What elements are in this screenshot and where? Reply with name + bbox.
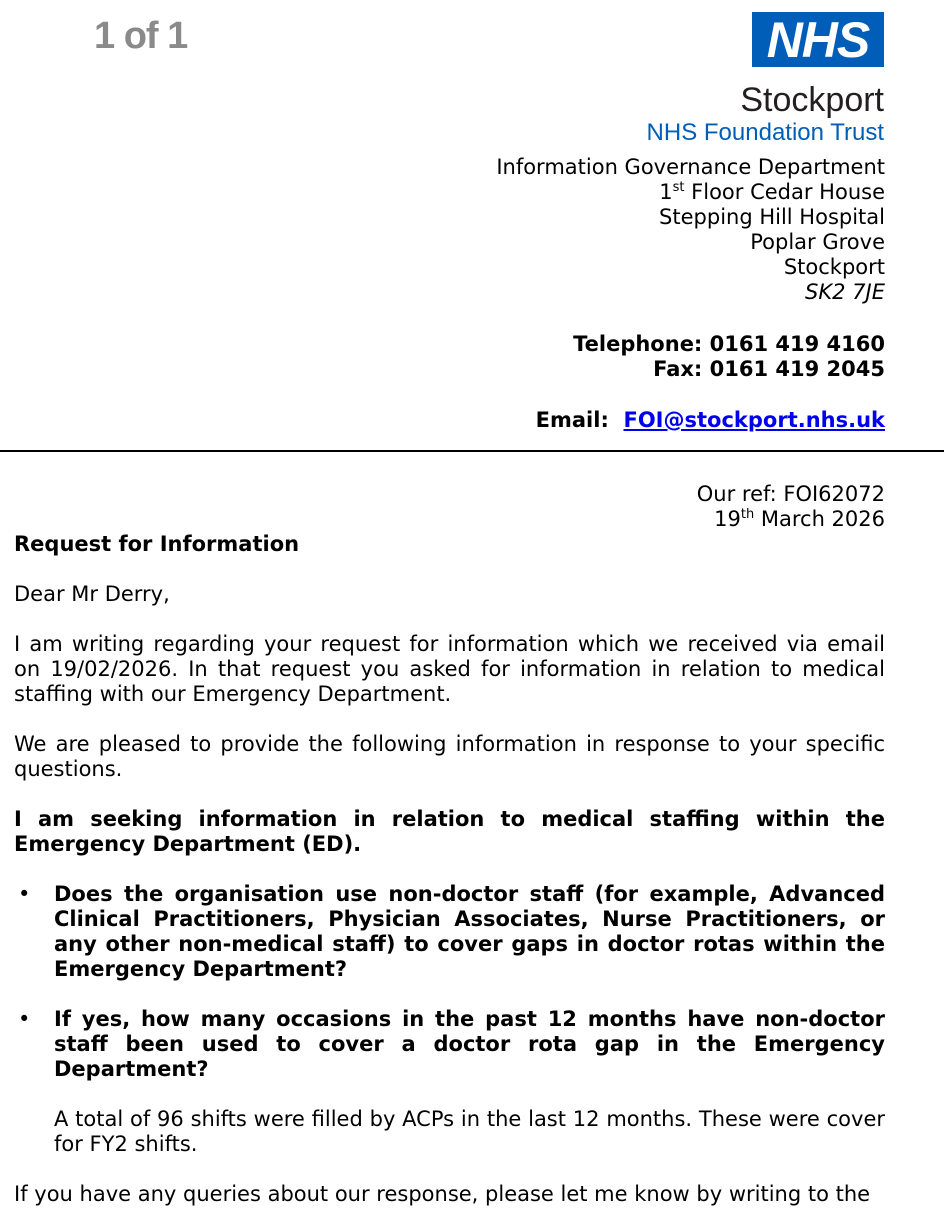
- org-subtitle: NHS Foundation Trust: [646, 119, 884, 146]
- org-name: Stockport: [740, 81, 884, 119]
- address-line-1: Information Governance Department: [496, 155, 885, 179]
- sender-address: [496, 155, 885, 305]
- fax-line: Fax: 0161 419 2045: [653, 357, 885, 381]
- address-line-2: 1st Floor Cedar House: [659, 180, 885, 204]
- nhs-logo-text: NHS: [766, 12, 870, 68]
- email-label: Email:: [535, 408, 609, 432]
- address-line-5: Stockport: [783, 255, 885, 279]
- letter-body: [14, 532, 885, 1232]
- address-postcode: SK2 7JE: [805, 280, 885, 304]
- email-link[interactable]: FOI@stockport.nhs.uk: [623, 408, 885, 432]
- closing-paragraph: If you have any queries about our response, please let me know by writing to the: [14, 1182, 871, 1206]
- telephone-line: Telephone: 0161 419 4160: [573, 332, 885, 356]
- question-text: If yes, how many occasions in the past 12 months have non-doctor staff been used to cover a doctor rota gap in the Emergency Department?: [54, 1007, 885, 1081]
- salutation: Dear Mr Derry,: [14, 582, 170, 606]
- header-divider: [0, 450, 944, 452]
- reference-block: [697, 482, 885, 532]
- our-reference: Our ref: FOI62072: [696, 482, 885, 506]
- page-counter: 1 of 1: [94, 15, 188, 57]
- bullet-icon: •: [18, 882, 31, 906]
- question-text: Does the organisation use non-doctor staff (for example, Advanced Clinical Practitioners, Physician Associates, Nurse Practitioners, or any other non-medical staff) to cover gaps in doctor rotas within the Emergency Department?: [54, 882, 885, 981]
- question-item: [14, 882, 885, 982]
- bullet-icon: •: [18, 1007, 31, 1031]
- question-item: [14, 1007, 885, 1082]
- address-line-3: Stepping Hill Hospital: [659, 205, 885, 229]
- nhs-logo-box: [752, 12, 884, 67]
- contact-numbers: [573, 332, 885, 382]
- letter-date: 19th March 2026: [714, 507, 885, 531]
- answer-text: A total of 96 shifts were filled by ACPs in the last 12 months. These were cover for FY2 shifts.: [54, 1107, 885, 1156]
- email-line: [536, 408, 885, 433]
- question-intro: I am seeking information in relation to medical staffing within the Emergency Department (ED).: [14, 807, 885, 856]
- paragraph-1: I am writing regarding your request for information which we received via email on 19/02/2026. In that request you asked for information in relation to medical staffing with our Emergency Department.: [14, 632, 885, 706]
- paragraph-2: We are pleased to provide the following information in response to your specific questions.: [14, 732, 885, 781]
- nhs-stockport-logo: [647, 12, 884, 147]
- letter-heading: Request for Information: [14, 532, 300, 556]
- address-line-4: Poplar Grove: [750, 230, 885, 254]
